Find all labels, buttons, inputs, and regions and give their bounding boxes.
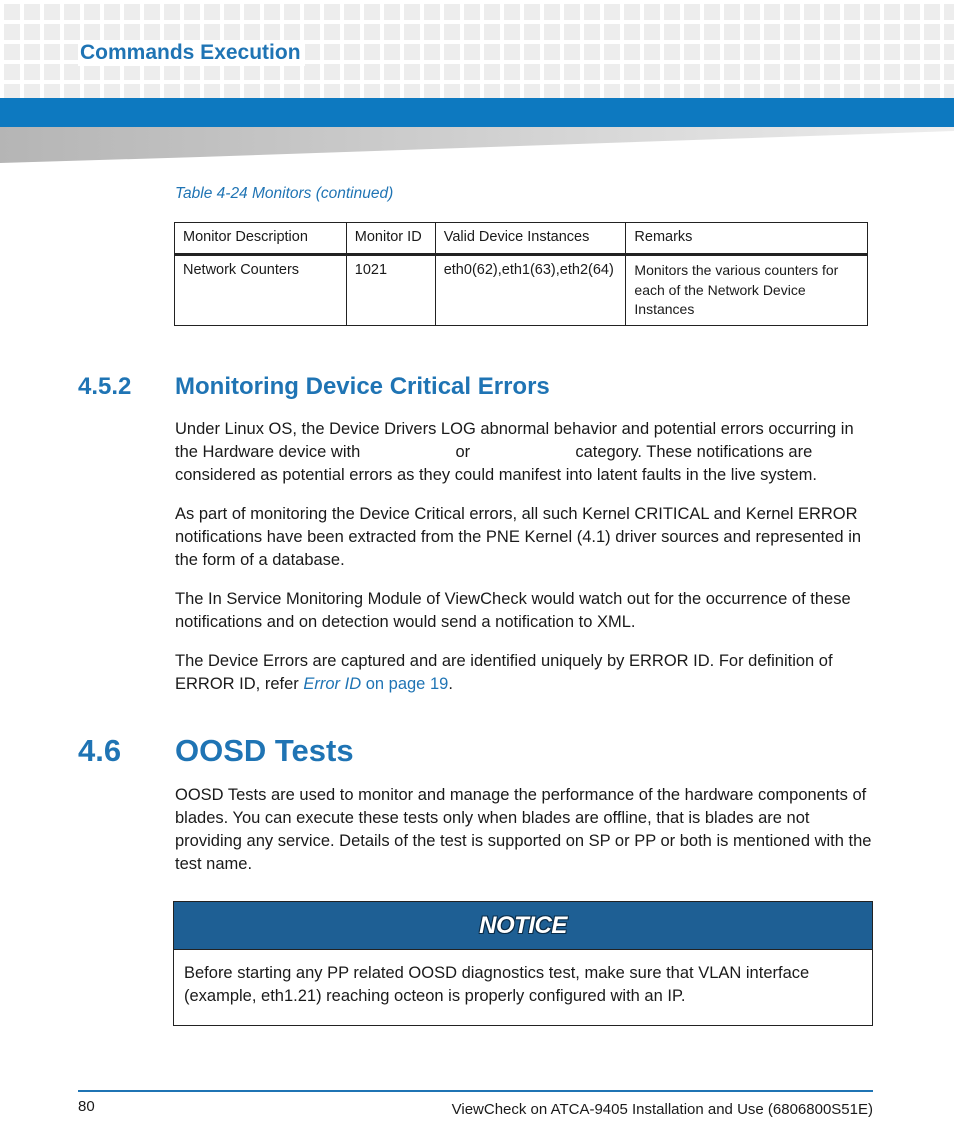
paragraph — [175, 418, 875, 487]
section-heading: OOSD Tests — [175, 733, 354, 768]
section-number: 4.6 — [78, 733, 122, 768]
footer-divider — [78, 1090, 873, 1092]
notice-label: NOTICE — [479, 911, 567, 939]
section-number: 4.5.2 — [78, 373, 132, 400]
notice-text: Before starting any PP related OOSD diagnostics test, make sure that VLAN interface (example, eth1.21) reaching octeon is properly configured with an IP. — [184, 964, 810, 1005]
paragraph-text: . — [448, 675, 453, 693]
notice-box — [173, 901, 873, 1026]
table-header-row — [175, 223, 868, 255]
monitors-table — [174, 222, 868, 326]
section-heading: Monitoring Device Critical Errors — [175, 373, 550, 400]
document-title: ViewCheck on ATCA-9405 Installation and Use (6806800S51E) — [451, 1101, 873, 1118]
paragraph: OOSD Tests are used to monitor and manage the performance of the hardware components of blades. You can execute these tests only when blades are offline, that is blades are not providing any service. Details of the test is supported on SP or PP or both is mentioned with the test name. — [175, 786, 872, 873]
paragraph — [175, 650, 875, 696]
column-header: Monitor ID — [346, 223, 435, 255]
column-header: Monitor Description — [175, 223, 347, 255]
header-gray-swoosh — [0, 127, 954, 165]
paragraph-text: category. These notifications are considered as potential errors as they could manifest into latent faults in the live system. — [175, 443, 817, 484]
paragraph: As part of monitoring the Device Critical errors, all such Kernel CRITICAL and Kernel ERROR notifications have been extracted from the PNE Kernel (4.1) driver sources and represented in the form of a database. — [175, 505, 862, 569]
column-header: Remarks — [626, 223, 868, 255]
table-cell: Network Counters — [175, 255, 347, 326]
page-number: 80 — [78, 1098, 95, 1115]
paragraph-text: Under Linux OS, the Device Drivers LOG abnormal behavior and potential errors occurring in the Hardware device with — [175, 420, 854, 461]
header-blue-bar — [0, 98, 954, 127]
paragraph-text: The Device Errors are captured and are identified uniquely by ERROR ID. For definition of ERROR ID, refer — [175, 652, 833, 693]
table-cell: eth0(62),eth1(63),eth2(64) — [435, 255, 626, 326]
paragraph: The In Service Monitoring Module of ViewCheck would watch out for the occurrence of these notifications and on detection would send a notification to XML. — [175, 590, 851, 631]
paragraph-text: or — [455, 443, 471, 461]
table-cell: Monitors the various counters for each of the Network Device Instances — [626, 255, 868, 326]
running-header-title: Commands Execution — [78, 40, 305, 66]
page-reference-link[interactable]: on page 19 — [365, 675, 449, 693]
notice-header — [174, 902, 872, 950]
table-caption: Table 4-24 Monitors (continued) — [175, 185, 394, 202]
table-row — [175, 255, 868, 326]
column-header: Valid Device Instances — [435, 223, 626, 255]
table-cell: 1021 — [346, 255, 435, 326]
error-id-link[interactable]: Error ID — [303, 675, 362, 693]
